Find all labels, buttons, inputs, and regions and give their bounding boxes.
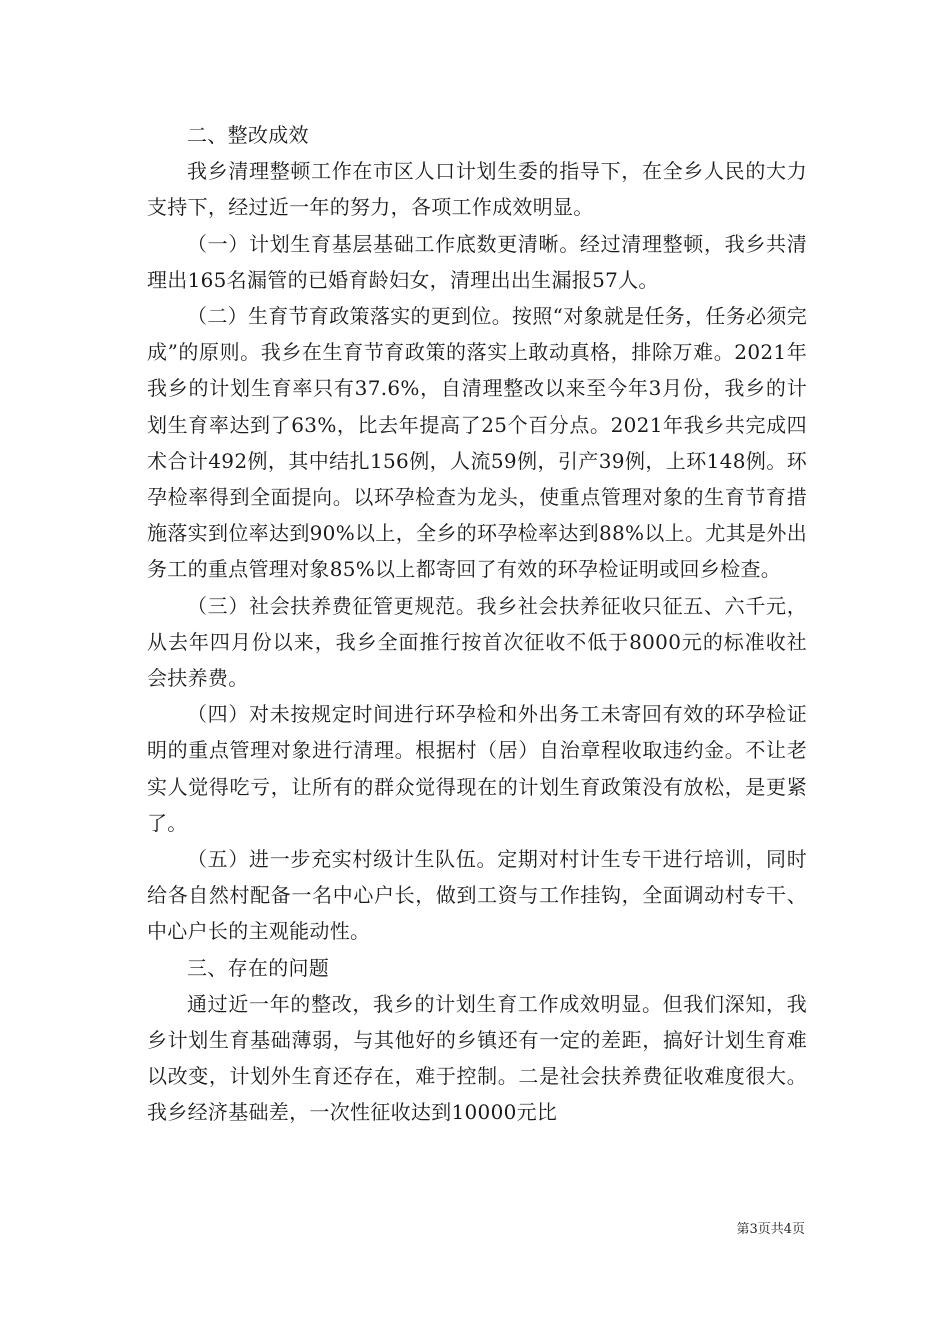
page-number: 第3页共4页: [736, 1222, 805, 1237]
section-heading-results: 二、整改成效: [187, 123, 309, 147]
paragraph-problems: 通过近一年的整改，我乡的计划生育工作成效明显。但我们深知，我乡计划生育基础薄弱，与其他好的乡镇还有一定的差距，搞好计划生育难以改变，计划外生育还存在，难于控制。二是社会扶养费征收难度很大。我乡经济基础差，一次性征收达到10000元比: [147, 991, 807, 1125]
paragraph-intro: 我乡清理整顿工作在市区人口计划生委的指导下，在全乡人民的大力支持下，经过近一年的努力，各项工作成效明显。: [147, 159, 807, 220]
paragraph-item-4: （四）对未按规定时间进行环孕检和外出务工未寄回有效的环孕检证明的重点管理对象进行清理。根据村（居）自治章程收取违约金。不让老实人觉得吃亏，让所有的群众觉得现在的计划生育政策没有放松，是更紧了。: [147, 702, 807, 835]
document-body: [147, 117, 807, 1131]
section-heading-problems: 三、存在的问题: [187, 955, 330, 980]
paragraph-item-3: （三）社会扶养费征管更规范。我乡社会扶养征收只征五、六千元，从去年四月份以来，我乡全面推行按首次征收不低于8000元的标准收社会扶养费。: [147, 593, 807, 691]
paragraph-item-2: （二）生育节育政策落实的更到位。按照“对象就是任务，任务必须完成”的原则。我乡在生育节育政策的落实上敢动真格，排除万难。2021年我乡的计划生育率只有37.6%，自清理整改以来至今年3月份，我乡的计划生育率达到了63%，比去年提高了25个百分点。2021年我乡共完成四术合计492例，其中结扎156例，人流59例，引产39例，上环148例。环孕检率得到全面提向。以环孕检查为龙头，使重点管理对象的生育节育措施落实到位率达到90%以上，全乡的环孕检率达到88%以上。尤其是外出务工的重点管理对象85%以上都寄回了有效的环孕检证明或回乡检查。: [147, 304, 807, 582]
paragraph-item-1: （一）计划生育基层基础工作底数更清晰。经过清理整顿，我乡共清理出165名漏管的已婚育龄妇女，清理出出生漏报57人。: [147, 231, 807, 292]
paragraph-item-5: （五）进一步充实村级计生队伍。定期对村计生专干进行培训，同时给各自然村配备一名中心户长，做到工资与工作挂钩，全面调动村专干、中心户长的主观能动性。: [147, 847, 807, 944]
